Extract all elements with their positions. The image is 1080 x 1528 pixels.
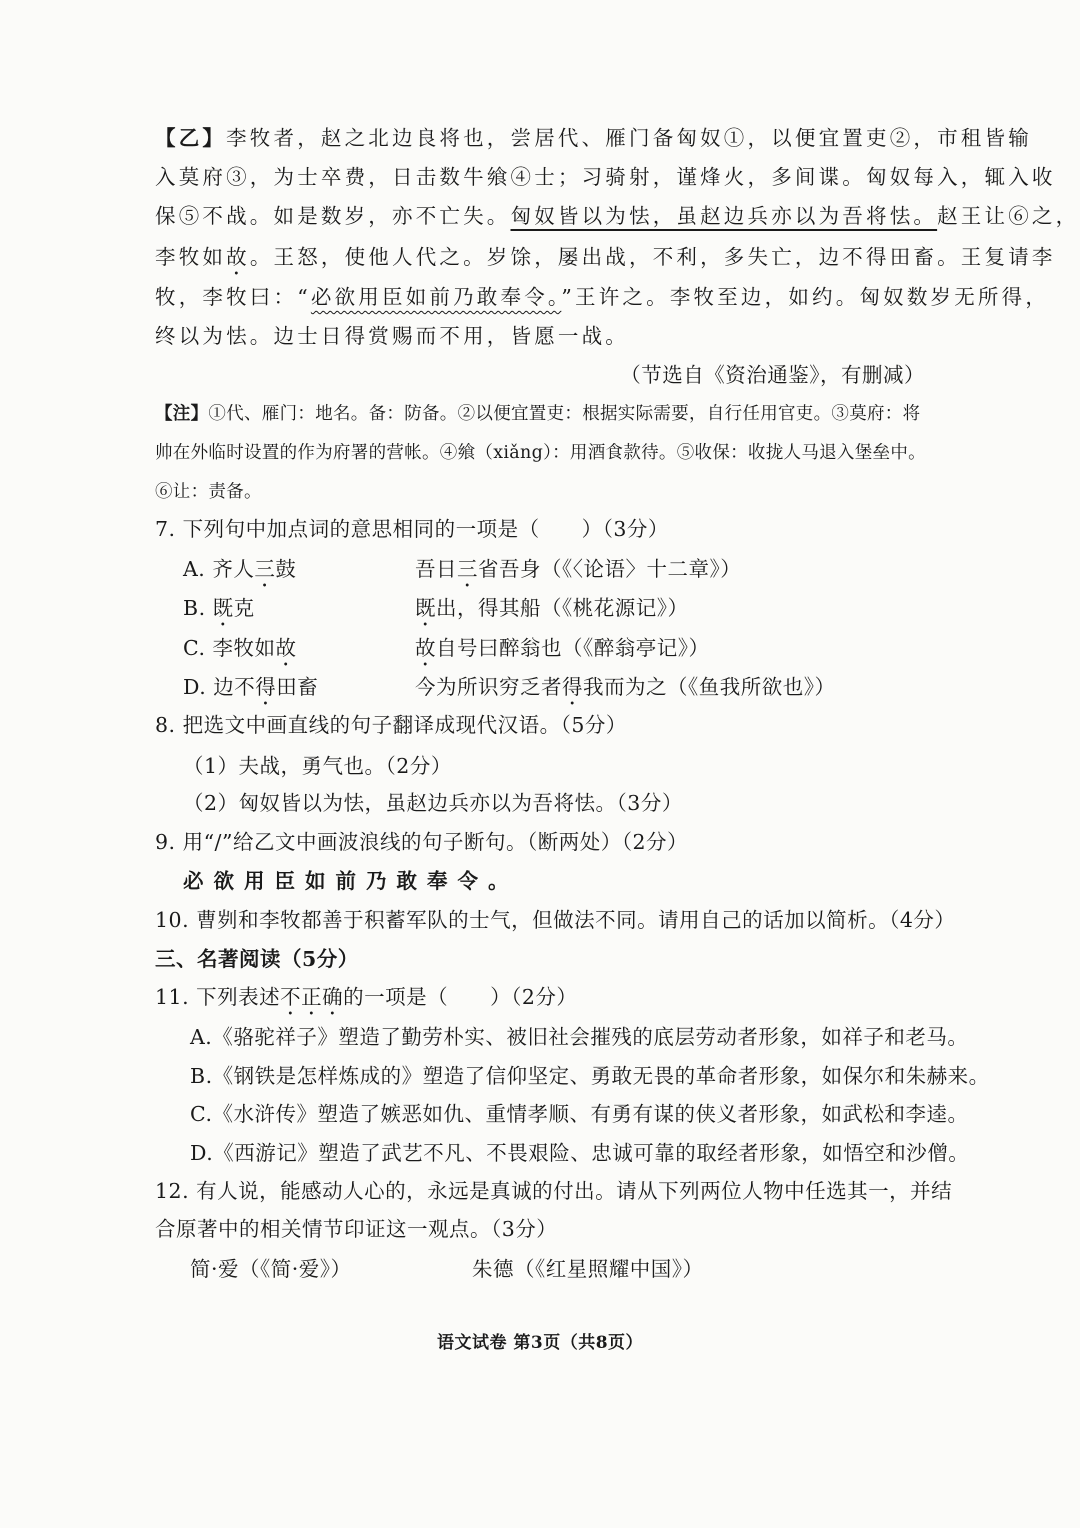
question-8-sub-1: （1）夫战，勇气也。（2分） bbox=[183, 754, 452, 778]
dotted-word: 故 bbox=[275, 636, 297, 660]
question-7-option-c bbox=[183, 632, 710, 671]
dotted-word: 既 bbox=[415, 596, 436, 620]
question-11-stem bbox=[155, 981, 577, 1020]
option-label: C. bbox=[183, 636, 206, 660]
option-right bbox=[415, 632, 710, 671]
passage-text: 李牧者，赵之北边良将也，尝居代、雁门备匈奴①，以便宜置吏②，市租皆输 bbox=[226, 126, 1032, 150]
dotted-word: 三 bbox=[254, 557, 276, 581]
question-text: 11. 下列表述 bbox=[155, 985, 281, 1009]
option-label: B. bbox=[183, 596, 206, 620]
passage-text: 保⑤不战。如是数岁，亦不亡失。 bbox=[155, 204, 511, 228]
option-left-text: 克 bbox=[233, 596, 255, 620]
question-11-option-c: C.《水浒传》塑造了嫉恶如仇、重情孝顺、有勇有谋的侠义者形象，如武松和李逵。 bbox=[190, 1102, 969, 1126]
passage-source: （节选自《资治通鉴》，有删减） bbox=[620, 363, 925, 387]
option-right-text: 出，得其船（《桃花源记》） bbox=[436, 596, 689, 620]
question-11-option-b: B.《钢铁是怎样炼成的》塑造了信仰坚定、勇敢无畏的革命者形象，如保尔和朱赫来。 bbox=[190, 1064, 990, 1088]
question-7-option-a bbox=[183, 553, 742, 592]
question-9-sentence: 必欲用臣如前乃敢奉令。 bbox=[183, 869, 519, 893]
option-right-text: 自号曰醉翁也（《醉翁亭记》） bbox=[436, 636, 710, 660]
dotted-word: 不正确 bbox=[280, 985, 344, 1009]
option-left-text: 边不 bbox=[213, 675, 256, 699]
passage-line-1 bbox=[155, 122, 1032, 154]
passage-line-5 bbox=[155, 281, 1049, 313]
option-right bbox=[415, 553, 741, 592]
option-right-text: 今为所识穷乏者 bbox=[415, 675, 562, 699]
passage-line-3 bbox=[155, 200, 1079, 232]
passage-text: 李牧如 bbox=[155, 245, 227, 269]
page-footer: 语文试卷 第3页（共8页） bbox=[436, 1333, 644, 1353]
passage-text: 牧，李牧曰：“ bbox=[155, 285, 311, 309]
question-7-option-d bbox=[183, 671, 836, 710]
question-8-sub-2: （2）匈奴皆以为怯，虽赵边兵亦以为吾将怯。（3分） bbox=[183, 791, 683, 815]
option-label: D. bbox=[183, 675, 207, 699]
passage-text: 。王怒，使他人代之。岁馀，屡出战，不利，多失亡，边不得田畜。王复请李 bbox=[249, 245, 1056, 269]
straight-underlined-sentence: 匈奴皆以为怯，虽赵边兵亦以为吾将怯。 bbox=[510, 204, 938, 228]
question-10-stem: 10. 曹刿和李牧都善于积蓄军队的士气，但做法不同。请用自己的话加以简析。（4分） bbox=[155, 908, 956, 932]
option-right-text: 我而为之（《鱼我所欲也》） bbox=[583, 675, 836, 699]
dotted-word: 得 bbox=[255, 675, 277, 699]
option-right-text: 省吾身（《〈论语〉十二章》） bbox=[478, 557, 742, 581]
question-11-option-a: A.《骆驼祥子》塑造了勤劳朴实、被旧社会摧残的底层劳动者形象，如祥子和老马。 bbox=[190, 1025, 969, 1049]
option-right bbox=[415, 592, 689, 631]
question-11-option-d: D.《西游记》塑造了武艺不凡、不畏艰险、忠诚可靠的取经者形象，如悟空和沙僧。 bbox=[190, 1141, 970, 1165]
question-9-stem: 9. 用“/”给乙文中画波浪线的句子断句。（断两处）（2分） bbox=[155, 830, 688, 854]
passage-text: 赵王让⑥之， bbox=[937, 204, 1080, 228]
question-12-choices bbox=[190, 1253, 704, 1285]
question-7-option-b bbox=[183, 592, 689, 631]
question-12-line-1: 12. 有人说，能感动人心的，永远是真诚的付出。请从下列两位人物中任选其一，并结 bbox=[155, 1179, 953, 1203]
question-12-line-2: 合原著中的相关情节印证这一观点。（3分） bbox=[155, 1217, 558, 1241]
passage-label: 【乙】 bbox=[155, 126, 227, 150]
passage-line-2: 入莫府③，为士卒费，日击数牛飨④士；习骑射，谨烽火，多间谍。匈奴每入，辄入收 bbox=[155, 165, 1056, 189]
option-left-text: 李牧如 bbox=[212, 636, 276, 660]
dotted-word: 三 bbox=[457, 557, 478, 581]
passage-text: ”王许之。李牧至边，如约。匈奴数岁无所得， bbox=[561, 285, 1050, 309]
wavy-underlined-sentence: 必欲用臣如前乃敢奉令。 bbox=[310, 285, 562, 309]
dotted-word: 既 bbox=[212, 596, 234, 620]
choice-zhu-de: 朱德（《红星照耀中国》） bbox=[472, 1257, 704, 1281]
passage-line-6: 终以为怯。边士日得赏赐而不用，皆愿一战。 bbox=[155, 324, 629, 348]
dotted-word: 故 bbox=[226, 245, 250, 269]
option-right-text: 吾日 bbox=[415, 557, 457, 581]
section-3-title: 三、名著阅读（5分） bbox=[155, 947, 359, 971]
option-left-text: 齐人 bbox=[212, 557, 255, 581]
notes-line-2: 帅在外临时设置的作为府署的营帐。④飨（xiǎng）：用酒食款待。⑤收保：收拢人马退入堡垒中。 bbox=[155, 443, 926, 463]
notes-label: 【注】 bbox=[155, 404, 209, 424]
dotted-word: 故 bbox=[415, 636, 436, 660]
question-7-stem: 7. 下列句中加点词的意思相同的一项是（ ）（3分） bbox=[155, 517, 669, 541]
option-right bbox=[415, 671, 836, 710]
dotted-word: 得 bbox=[562, 675, 583, 699]
choice-jane-eyre: 简·爱（《简·爱》） bbox=[190, 1257, 352, 1281]
notes-line-3: ⑥让：责备。 bbox=[155, 482, 262, 502]
option-left-text: 田畜 bbox=[276, 675, 319, 699]
notes-text: ①代、雁门：地名。备：防备。②以便宜置吏：根据实际需要，自行任用官吏。③莫府：将 bbox=[208, 404, 921, 424]
passage-line-4 bbox=[155, 241, 1056, 280]
question-8-stem: 8. 把选文中画直线的句子翻译成现代汉语。（5分） bbox=[155, 713, 627, 737]
option-left-text: 鼓 bbox=[275, 557, 297, 581]
option-label: A. bbox=[183, 557, 206, 581]
question-text: 的一项是（ ）（2分） bbox=[343, 985, 578, 1009]
notes-line-1 bbox=[155, 398, 920, 430]
